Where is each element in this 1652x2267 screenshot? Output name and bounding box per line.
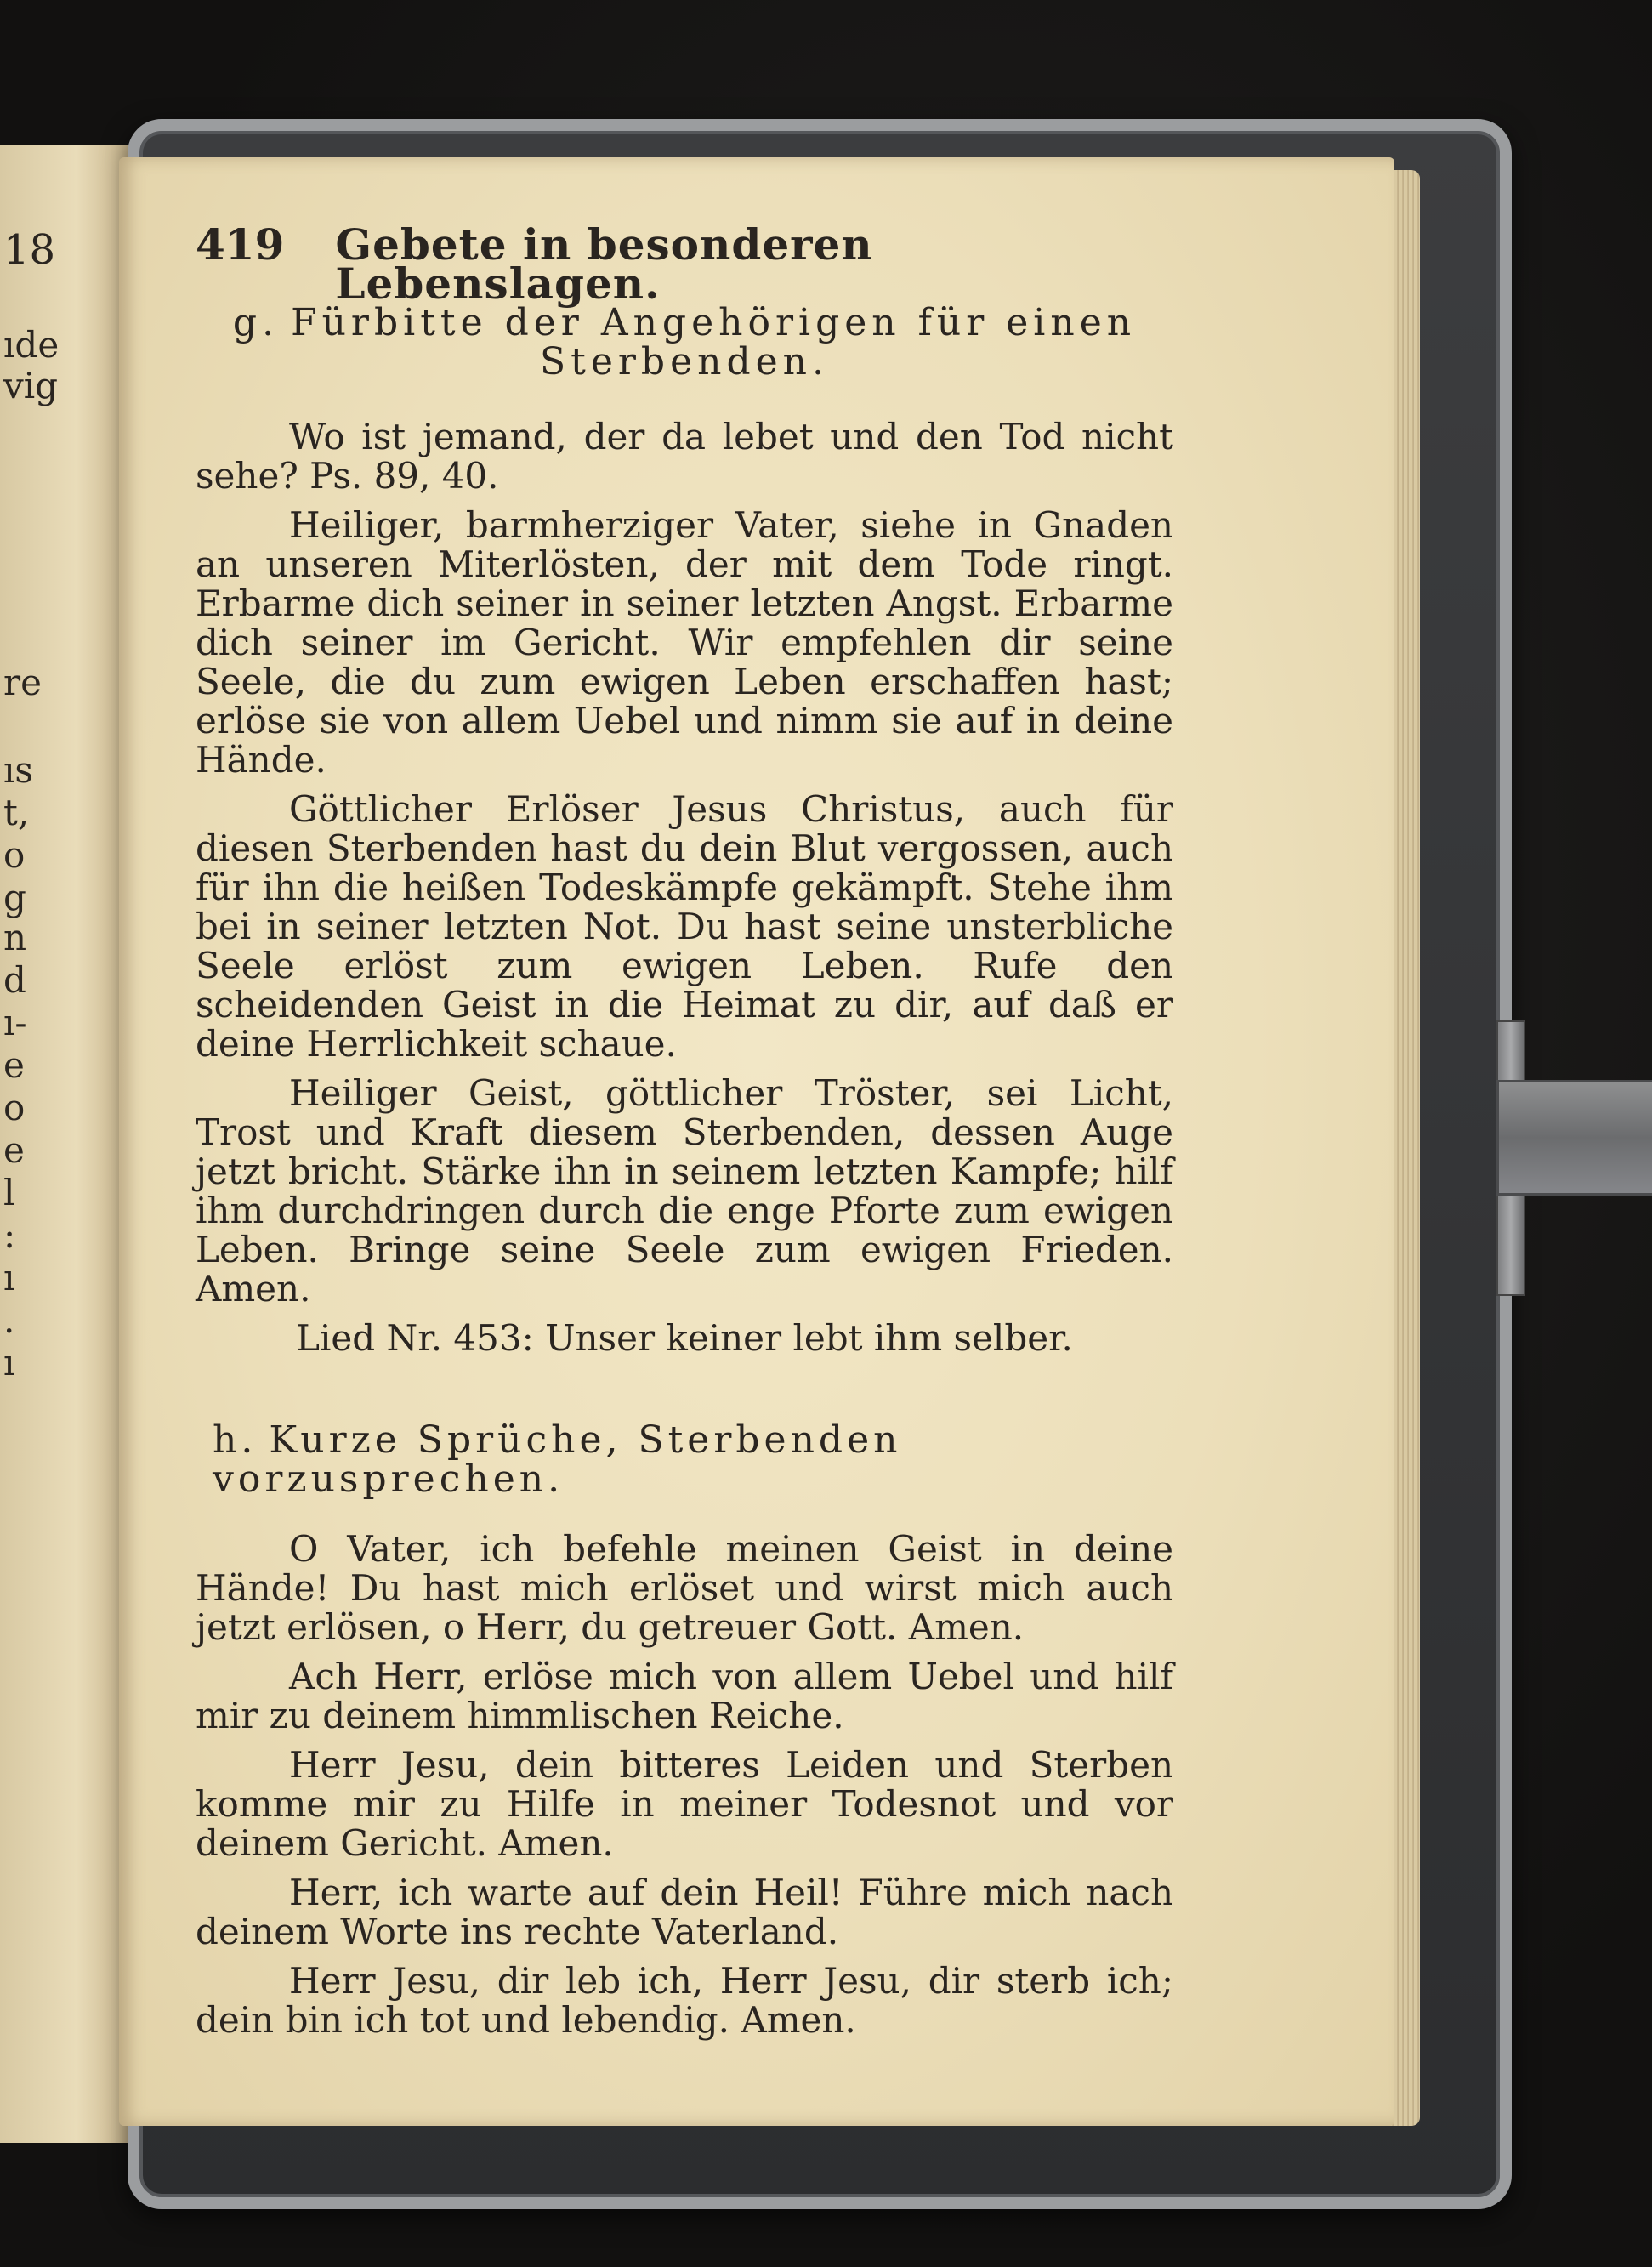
- saying-paragraph: Herr Jesu, dir leb ich, Herr Jesu, dir sterb ich; dein bin ich tot und lebendig. Amen.: [196, 1960, 1173, 2041]
- left-page-fragment: ı: [3, 1257, 15, 1298]
- left-page: [0, 145, 134, 2143]
- section-h-heading: [213, 1418, 1173, 1501]
- left-page-fragment: ı-: [3, 1002, 27, 1043]
- scripture-verse: Wo ist jemand, der da lebet und den Tod nicht sehe? Ps. 89, 40.: [196, 416, 1173, 497]
- left-page-fragment: e: [3, 1044, 25, 1086]
- running-title: Gebete in besonderen Lebenslagen.: [335, 219, 873, 309]
- section-h-label: h.: [213, 1418, 258, 1462]
- section-g-heading: [196, 301, 1173, 384]
- left-page-fragment: n: [3, 917, 27, 958]
- left-page-fragment: .: [3, 1299, 15, 1341]
- section-g-title: Fürbitte der Angehörigen für einen Sterbenden.: [291, 301, 1137, 384]
- left-page-fragment: o: [3, 1087, 26, 1128]
- left-page-fragment: ıs: [3, 749, 33, 791]
- page-header: [196, 219, 1173, 309]
- left-page-fragment: :: [3, 1214, 16, 1256]
- section-g-label: g.: [232, 301, 280, 344]
- prayer-paragraph: Göttlicher Erlöser Jesus Christus, auch für diesen Sterbenden hast du dein Blut vergossen, auch für ihn die heißen Todeskämpfe gekämpft. Stehe ihm bei in seiner letzten Not. Du hast seine unsterbliche Seele erlöst zum ewigen Leben. Rufe den scheidenden Geist in die Heimat zu dir, auf daß er deine Herrlichkeit schaue.: [196, 788, 1173, 1065]
- left-page-fragment: 18: [3, 226, 56, 274]
- left-page-fragment: e: [3, 1129, 25, 1171]
- book-clasp: [1496, 1080, 1652, 1196]
- left-page-fragment: vig: [3, 365, 59, 406]
- section-spacer: [196, 1358, 1173, 1411]
- left-page-fragment: ı: [3, 1342, 15, 1383]
- saying-paragraph: O Vater, ich befehle meinen Geist in deine Hände! Du hast mich erlöset und wirst mich auch jetzt erlösen, o Herr, du getreuer Gott. Amen.: [196, 1528, 1173, 1648]
- saying-paragraph: Ach Herr, erlöse mich von allem Uebel und hilf mir zu deinem himmlischen Reiche.: [196, 1656, 1173, 1736]
- saying-paragraph: Herr, ich warte auf dein Heil! Führe mich nach deinem Worte ins rechte Vaterland.: [196, 1872, 1173, 1952]
- left-page-fragment: o: [3, 834, 26, 876]
- left-page-fragment: d: [3, 959, 26, 1001]
- page-content: [196, 219, 1173, 2050]
- section-h-title: Kurze Sprüche, Sterbenden vorzusprechen.: [213, 1418, 902, 1501]
- left-page-fragment: re: [3, 662, 42, 703]
- left-page-fragment: l: [3, 1172, 15, 1213]
- hymn-reference: Lied Nr. 453: Unser keiner lebt ihm selber.: [296, 1317, 1073, 1359]
- left-page-fragment: ıde: [3, 324, 60, 366]
- saying-paragraph: Herr Jesu, dein bitteres Leiden und Sterben komme mir zu Hilfe in meiner Todesnot und vor deinem Gericht. Amen.: [196, 1744, 1173, 1864]
- prayer-paragraph: Heiliger, barmherziger Vater, siehe in Gnaden an unseren Miterlösten, der mit dem Tode ringt. Erbarme dich seiner in seiner letzten Angst. Erbarme dich seiner im Gericht. Wir empfehlen dir seine Seele, die du zum ewigen Leben erschaffen hast; erlöse sie von allem Uebel und nimm sie auf in deine Hände.: [196, 504, 1173, 781]
- page-number: 419: [196, 219, 285, 270]
- left-page-fragment: t,: [3, 792, 30, 833]
- prayer-paragraph: Heiliger Geist, göttlicher Tröster, sei Licht, Trost und Kraft diesem Sterbenden, dessen Auge jetzt bricht. Stärke ihn in seinem letzten Kampfe; hilf ihm durchdringen durch die enge Pforte zum ewigen Leben. Bringe seine Seele zum ewigen Frieden. Amen.: [196, 1072, 1173, 1310]
- left-page-fragment: g: [3, 877, 26, 918]
